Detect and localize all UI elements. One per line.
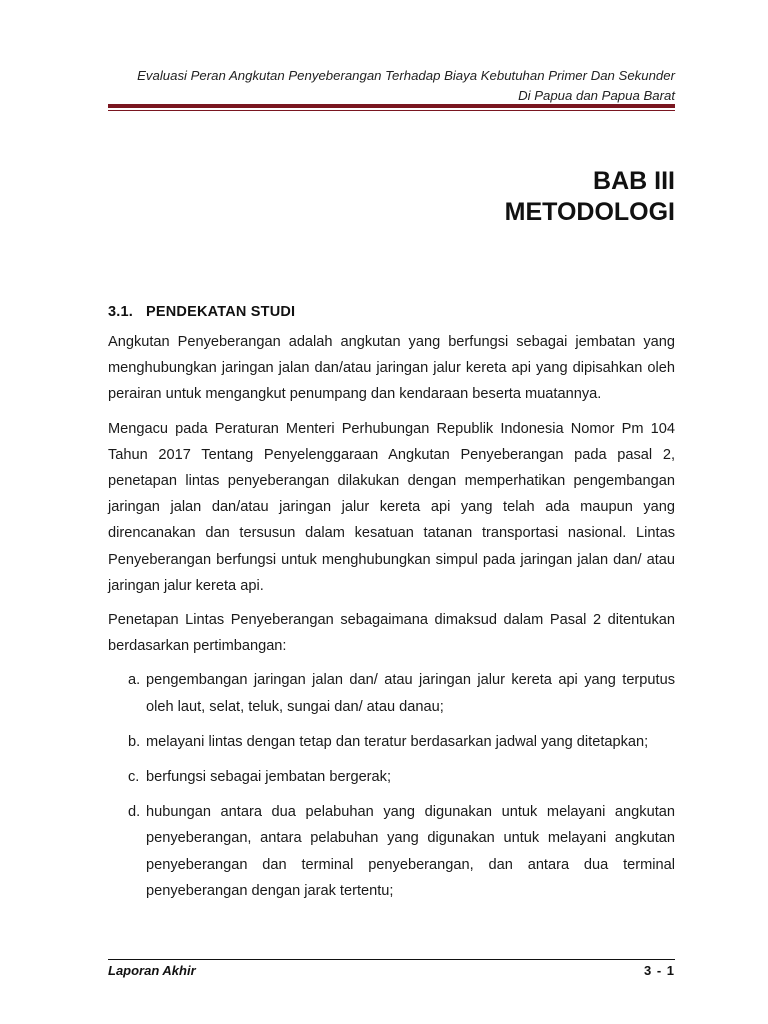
section-title: PENDEKATAN STUDI bbox=[146, 304, 296, 320]
footer-report-label: Laporan Akhir bbox=[108, 963, 196, 978]
list-marker: d. bbox=[128, 804, 141, 821]
list-marker: a. bbox=[128, 672, 141, 689]
paragraph: Penetapan Lintas Penyeberangan sebagaimana dimaksud dalam Pasal 2 ditentukan berdasarkan pertimbangan: bbox=[108, 612, 675, 655]
list-marker: c. bbox=[128, 769, 140, 786]
paragraph: Mengacu pada Peraturan Menteri Perhubungan Republik Indonesia Nomor Pm 104 Tahun 2017 Tentang Penyelenggaraan Angkutan Penyeberangan pada pasal 2, penetapan lintas penyeberangan dilakukan dengan memperhatikan pengembangan jaringan jalan dan/atau jaringan jalur kereta api yang telah ada maupun yang direncanakan dan tersusun dalam kesatuan tatanan transportasi nasional. Lintas Penyeberangan berfungsi untuk menghubungkan simpul pada jaringan jalan dan/ atau jaringan jalur kereta api. bbox=[108, 420, 675, 594]
list-item-text: berfungsi sebagai jembatan bergerak; bbox=[146, 769, 392, 786]
list-marker: b. bbox=[128, 733, 141, 750]
header-title-line-1: Evaluasi Peran Angkutan Penyeberangan Terhadap Biaya Kebutuhan Primer Dan Sekunder bbox=[137, 68, 675, 83]
chapter-heading bbox=[108, 166, 675, 228]
list-item bbox=[108, 799, 675, 904]
list-item-text: pengembangan jaringan jalan dan/ atau jaringan jalur kereta api yang terputus oleh laut, selat, teluk, sungai dan/ atau danau; bbox=[146, 672, 675, 715]
list-item bbox=[108, 667, 675, 719]
running-footer bbox=[108, 962, 675, 980]
running-header bbox=[108, 66, 675, 106]
list-item-text: melayani lintas dengan tetap dan teratur berdasarkan jadwal yang ditetapkan; bbox=[146, 733, 649, 750]
footer-rule bbox=[108, 959, 675, 960]
paragraph: Angkutan Penyeberangan adalah angkutan yang berfungsi sebagai jembatan yang menghubungkan jaringan jalan dan/atau jaringan jalur kereta api yang dipisahkan oleh perairan untuk mengangkut penumpang dan kendaraan beserta muatannya. bbox=[108, 334, 675, 403]
header-rule-thick bbox=[108, 104, 675, 108]
chapter-title: METODOLOGI bbox=[504, 198, 675, 226]
header-title-line-2: Di Papua dan Papua Barat bbox=[518, 88, 675, 103]
chapter-number: BAB III bbox=[593, 167, 675, 195]
header-rule-thin bbox=[108, 110, 675, 111]
list-item-text: hubungan antara dua pelabuhan yang digunakan untuk melayani angkutan penyeberangan, antara pelabuhan yang digunakan untuk melayani angkutan penyeberangan dan terminal penyeberangan, dan antara dua terminal penyeberangan dengan jarak tertentu; bbox=[146, 804, 675, 899]
body-text bbox=[108, 329, 675, 913]
header-rule bbox=[108, 104, 675, 111]
criteria-list bbox=[108, 667, 675, 904]
section-number: 3.1. bbox=[108, 304, 133, 320]
list-item bbox=[108, 729, 675, 755]
section-heading bbox=[108, 302, 295, 322]
page-number: 3 - 1 bbox=[643, 963, 675, 978]
list-item bbox=[108, 764, 675, 790]
